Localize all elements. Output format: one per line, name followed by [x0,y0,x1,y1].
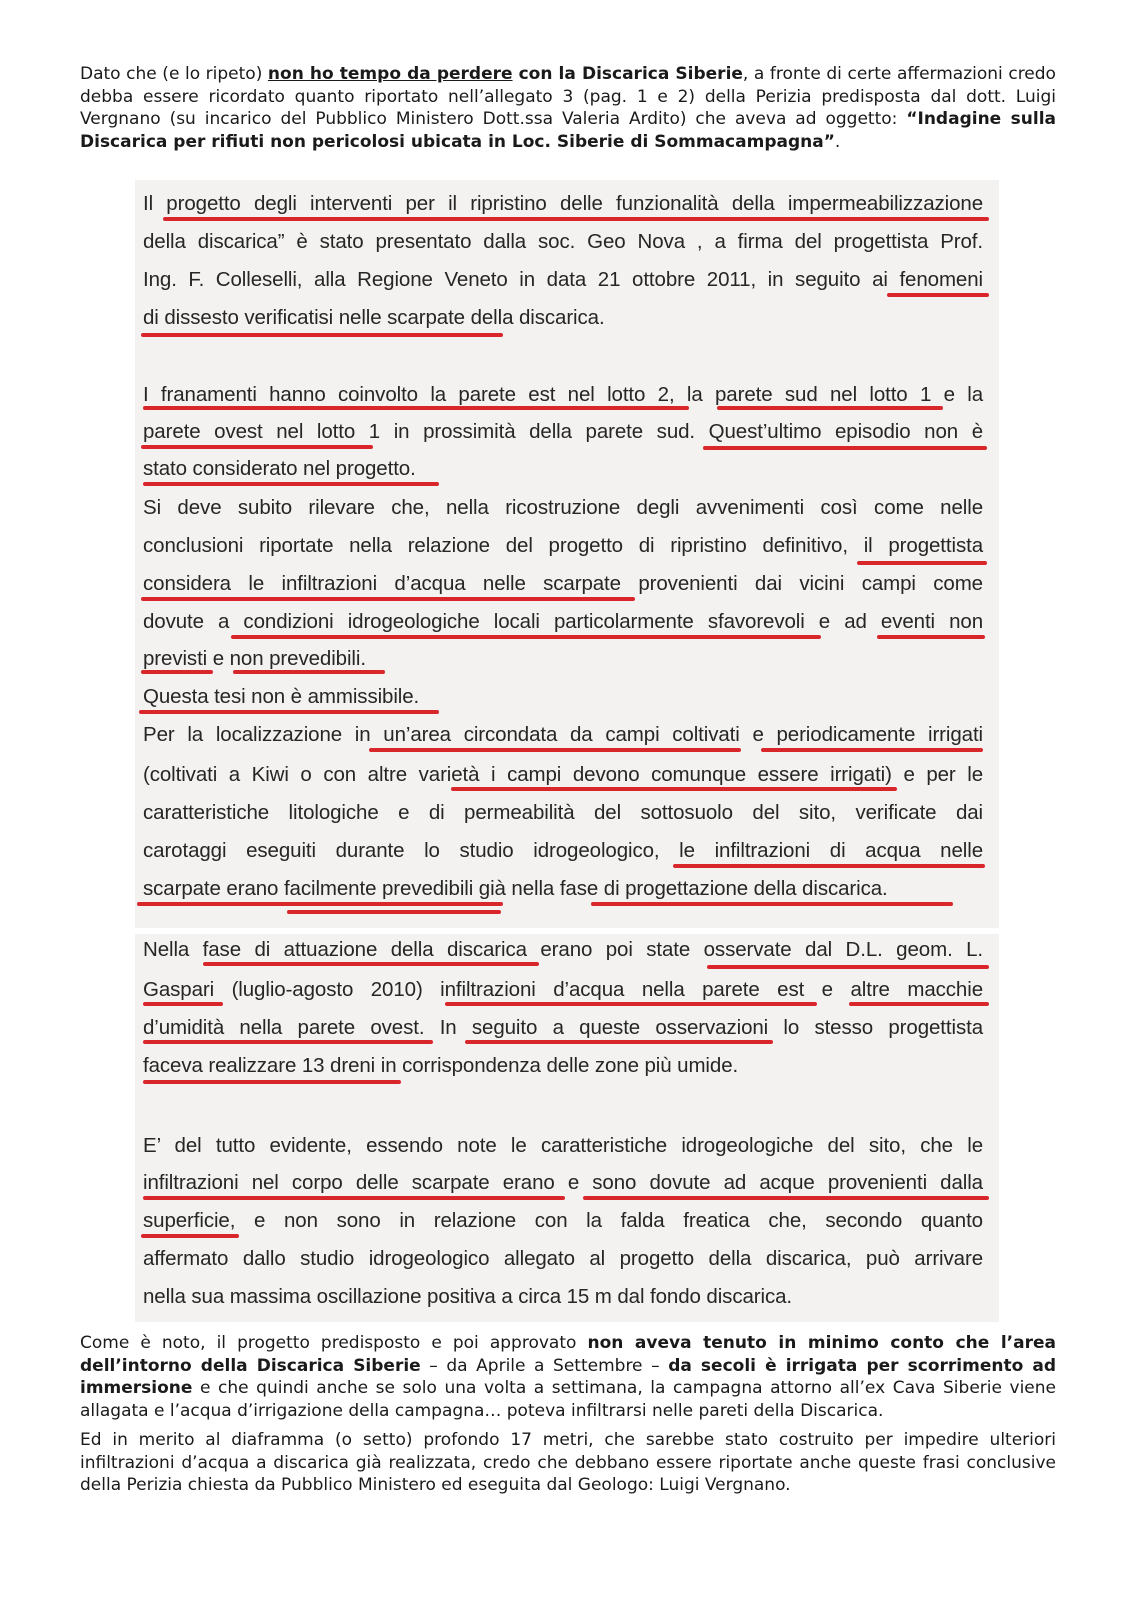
p3-text: Ed in merito al diaframma (o setto) profondo 17 metri, che sarebbe stato costruito per impedire ulteriori infiltrazioni d’acqua a discarica già realizzata, credo che debbano essere riportate anche queste frasi conclusive della Perizia chiesta da Pubblico Ministero ed eseguita dal Geologo: Luigi Vergnano. [80,1430,1056,1496]
scan-line: superficie, e non sono in relazione con la falda freatica che, secondo quanto [143,1209,983,1232]
red-underline [369,748,741,752]
scan-line: dovute a condizioni idrogeologiche locali particolarmente sfavorevoli e ad eventi non [143,610,983,633]
intro-text-3: . [834,131,841,152]
red-underline [143,1196,565,1200]
red-underline [703,446,987,450]
scan-line: di dissesto verificatisi nelle scarpate della discarica. [143,306,605,329]
scan-line: Ing. F. Colleselli, alla Regione Veneto in data 21 ottobre 2011, in seguito ai fenomeni [143,268,983,291]
red-underline [233,670,385,674]
intro-emphasis-2: con la Discarica Siberie [512,64,743,84]
red-underline [707,965,989,969]
red-underline [857,561,987,565]
red-underline [717,406,943,410]
red-underline [143,1040,433,1044]
red-underline [137,902,503,906]
red-underline [143,482,439,486]
red-underline [141,333,503,337]
scan-line: Questa tesi non è ammissibile. [143,685,420,708]
scan-line: Per la localizzazione in un’area circondata da campi coltivati e periodicamente irrigati [143,723,983,746]
closing-paragraph-1 [80,1332,1056,1422]
scan-line: considera le infiltrazioni d’acqua nelle scarpate provenienti dai vicini campi come [143,572,983,595]
red-underline [445,1002,817,1006]
red-underline [143,1002,223,1006]
scan-line: stato considerato nel progetto. [143,457,416,480]
red-underline [761,748,983,752]
scanned-excerpt [135,180,999,1322]
red-underline [583,1196,989,1200]
scan-line: (coltivati a Kiwi o con altre varietà i campi devono comunque essere irrigati) e per le [143,763,983,786]
red-underline [203,962,539,966]
scan-line: Il progetto degli interventi per il ripristino delle funzionalità della impermeabilizzazione [143,192,983,215]
intro-text-2: , a fronte di certe affermazioni credo debba essere ricordato quanto riportato nell’allegato 3 (pag. 1 e 2) della Perizia predisposta dal dott. Luigi Vergnano (su incarico del Pubblico Ministero Dott.ssa Valeria Ardito) che aveva ad oggetto: [80,64,1056,130]
p2-emphasis-1: non aveva tenuto in minimo conto che l’area dell’intorno della Discarica Siberie [80,1333,1056,1376]
scan-line: infiltrazioni nel corpo delle scarpate erano e sono dovute ad acque provenienti dalla [143,1171,983,1194]
red-underline [141,597,635,601]
red-underline [877,635,985,639]
red-underline [141,670,213,674]
scan-separator [135,928,999,934]
intro-paragraph [80,63,1056,153]
red-underline [465,1040,773,1044]
red-underline [887,293,989,297]
p2-text-2: – da Aprile a Settembre – [420,1355,669,1376]
scan-line: I franamenti hanno coinvolto la parete est nel lotto 2, la parete sud nel lotto 1 e la [143,383,983,406]
red-underline [849,1002,989,1006]
red-underline [231,635,821,639]
red-underline [143,406,689,410]
scan-line: faceva realizzare 13 dreni in corrispondenza delle zone più umide. [143,1054,739,1077]
scan-line: carotaggi eseguiti durante lo studio idrogeologico, le infiltrazioni di acqua nelle [143,839,983,862]
scan-line: E’ del tutto evidente, essendo note le caratteristiche idrogeologiche del sito, che le [143,1134,983,1157]
p2-text-3: e che quindi anche se solo una volta a settimana, la campagna attorno all’ex Cava Siberie viene allagata e l’acqua d’irrigazione della campagna… poteva infiltrarsi nelle pareti della Discarica. [80,1378,1056,1421]
red-underline [591,902,953,906]
scan-line: previsti e non prevedibili. [143,647,366,670]
scan-line: nella sua massima oscillazione positiva a circa 15 m dal fondo discarica. [143,1285,793,1308]
red-underline [141,1234,239,1238]
scan-line: scarpate erano facilmente prevedibili già nella fase di progettazione della discarica. [143,877,888,900]
intro-emphasis-1: non ho tempo da perdere [267,64,513,84]
scan-line: Si deve subito rilevare che, nella ricostruzione degli avvenimenti così come nelle [143,496,983,519]
closing-paragraph-2 [80,1429,1056,1497]
scan-line: d’umidità nella parete ovest. In seguito a queste osservazioni lo stesso progettista [143,1016,983,1039]
red-underline [163,217,989,221]
red-underline [673,864,985,868]
scan-line: parete ovest nel lotto 1 in prossimità della parete sud. Quest’ultimo episodio non è [143,420,983,443]
red-underline [287,910,501,914]
intro-text-1: Dato che (e lo ripeto) [80,64,268,84]
red-underline [451,787,897,791]
scan-line: conclusioni riportate nella relazione del progetto di ripristino definitivo, il progettista [143,534,983,557]
p2-emphasis-2: da secoli è irrigata per scorrimento ad immersione [80,1355,1056,1399]
red-underline [141,445,373,449]
intro-subject-title: “Indagine sulla Discarica per rifiuti non pericolosi ubicata in Loc. Siberie di Sommacampagna” [80,109,1057,152]
scan-line: della discarica” è stato presentato dalla soc. Geo Nova , a firma del progettista Prof. [143,230,983,253]
scan-line: caratteristiche litologiche e di permeabilità del sottosuolo del sito, verificate dai [143,801,983,824]
red-underline [143,1080,401,1084]
scan-line: affermato dallo studio idrogeologico allegato al progetto della discarica, può arrivare [143,1247,983,1270]
scan-line: Nella fase di attuazione della discarica erano poi state osservate dal D.L. geom. L. [143,938,983,961]
scan-line: Gaspari (luglio-agosto 2010) infiltrazioni d’acqua nella parete est e altre macchie [143,978,983,1001]
red-underline [139,710,439,714]
p2-text-1: Come è noto, il progetto predisposto e poi approvato [80,1333,588,1353]
